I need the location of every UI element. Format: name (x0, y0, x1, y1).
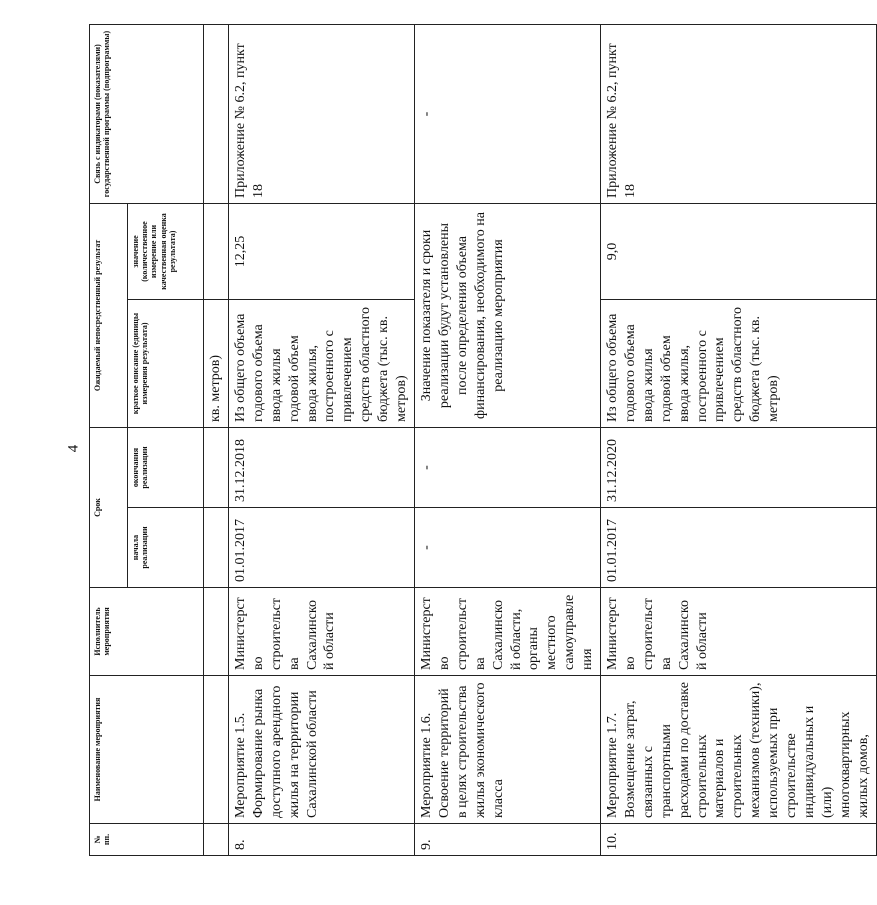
row-executor: Министерство строительства Сахалинской области (601, 588, 877, 676)
header-link: Связь с индикаторами (показателями) государственной программы (подпрограммы) (90, 25, 204, 204)
row-desc: Из общего объема годового объема ввода жилья годовой объем ввода жилья, построенного с привлечением средств областного бюджета (тыс. кв. метров) (601, 300, 877, 428)
row-end: 31.12.2020 (601, 428, 877, 508)
row-name: Мероприятие 1.5. Формирование рынка доступного арендного жилья на территории Сахалинской области (228, 676, 414, 824)
row-start: - (414, 508, 600, 588)
row-value: 9,0 (601, 204, 877, 300)
header-expected-desc: краткое описание (единицы измерения результата) (128, 300, 204, 428)
continuation-desc: кв. метров) (204, 300, 229, 428)
header-term-start: начала реализации (128, 508, 204, 588)
row-num: 9. (414, 824, 600, 856)
row-link: Приложение № 6.2, пункт 18 (601, 25, 877, 204)
row-merged-note: Значение показателя и сроки реализации будут установлены после определения объема финансирования, необходимого на реализацию мероприятия (414, 204, 600, 428)
continuation-row (204, 25, 229, 856)
row-executor: Министерство строительства Сахалинской области, органы местного самоуправления (414, 588, 600, 676)
table-row (601, 25, 877, 856)
header-name: Наименование мероприятия (90, 676, 204, 824)
row-name: Мероприятие 1.6. Освоение территорий в целях строительства жилья экономического класса (414, 676, 600, 824)
header-num: № пп. (90, 824, 204, 856)
table-row (414, 25, 600, 856)
header-term: Срок (90, 428, 128, 588)
row-name: Мероприятие 1.7. Возмещение затрат, связанных с транспортными расходами по доставке строительных материалов и строительных механизмов (техники), используемых при строительстве индивидуальных и (или) многоквартирных жилых домов, (601, 676, 877, 824)
header-term-end: окончания реализации (128, 428, 204, 508)
row-end: - (414, 428, 600, 508)
row-value: 12,25 (228, 204, 414, 300)
header-expected: Ожидаемый непосредственный результат (90, 204, 128, 428)
header-expected-value: значение (количественное измерение или качественная оценка результата) (128, 204, 204, 300)
row-start: 01.01.2017 (601, 508, 877, 588)
row-link: - (414, 25, 600, 204)
row-executor: Министерство строительства Сахалинской области (228, 588, 414, 676)
row-desc: Из общего объема годового объема ввода жилья годовой объем ввода жилья, построенного с привлечением средств областного бюджета (тыс. кв. метров) (228, 300, 414, 428)
header-row (90, 25, 128, 856)
table-row (228, 25, 414, 856)
row-end: 31.12.2018 (228, 428, 414, 508)
row-num: 8. (228, 824, 414, 856)
row-link: Приложение № 6.2, пункт 18 (228, 25, 414, 204)
rotated-page (89, 25, 871, 856)
page-number: 4 (65, 444, 82, 453)
row-start: 01.01.2017 (228, 508, 414, 588)
row-num: 10. (601, 824, 877, 856)
header-executor: Исполнитель мероприятия (90, 588, 204, 676)
measures-table (89, 24, 877, 856)
